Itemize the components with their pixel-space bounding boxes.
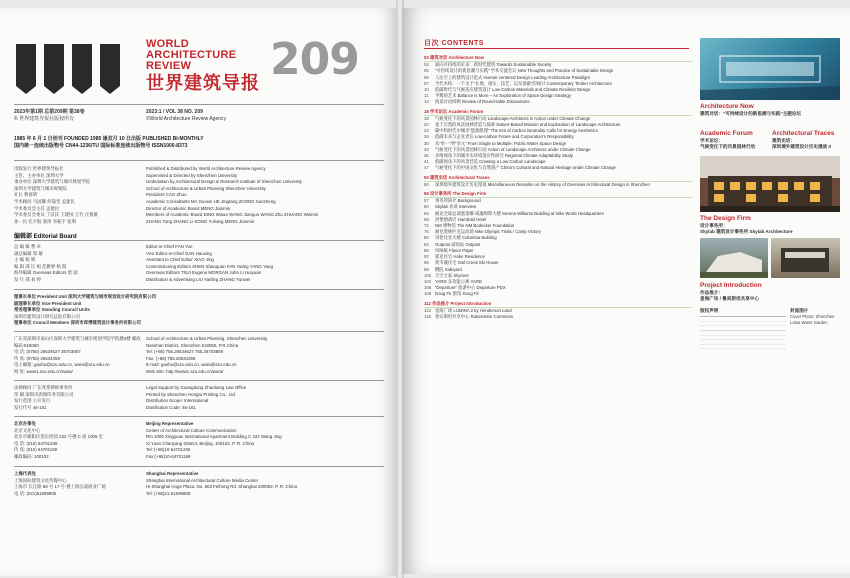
toc-entry-title: 哥伦比亚大楼 Columbia Building bbox=[435, 235, 497, 241]
shanghai-line: 上海国际建筑文化传媒中心 bbox=[14, 477, 67, 483]
contact-line: E-mail: gaoho@szu.edu.cn, wara@szu.edu.cn bbox=[146, 362, 237, 368]
contact-line: 电 话: (0755) 26534627 26703857 bbox=[14, 349, 81, 355]
toc-entry-title: 天空之家 Skyriver bbox=[435, 272, 469, 278]
toc-entry-title: 基于自然的风景园林营造与探索 Nature-Based Mission and Exploration of Landscape Architecture bbox=[435, 122, 621, 128]
toc-entry-title: 低碳时代与气候适应建筑设计 Low Carbon Materials and Climate Resilient Design bbox=[435, 87, 591, 93]
toc-entry-title: “可持续设计的新思潮与实践” 学术交流会议 New Thoughts and Practice of Sustainable Design bbox=[435, 68, 614, 74]
shanghai-line: 上海代表处 bbox=[14, 471, 36, 476]
beijing-line: Xi Yuan Chaoyang District, Beijing, 100102, P. R. China bbox=[146, 440, 254, 446]
contact-cn bbox=[14, 336, 142, 376]
toc-entry-title: 多维视角下的城市水环境适应性研究 Regional Climate Adaptability Study bbox=[435, 153, 574, 159]
toc-page-number: 36 bbox=[424, 153, 429, 159]
freq-line-1: 1985 年 6 月 1 日创刊 FOUNDED 1985 逢双月 10 日出版 PUBLISHED BI-MONTHLY bbox=[14, 136, 204, 142]
design-firm-image bbox=[700, 156, 840, 212]
editorial-line: Commissioning Editors SHEN Shaoquan FAN Yating YANG Yang bbox=[146, 263, 273, 269]
credit-line: 社长 曹嘉明 bbox=[14, 192, 38, 198]
editorial-line: Assistant to Chief Editor XIAO Jing bbox=[146, 257, 214, 263]
editorial-cn bbox=[14, 244, 142, 284]
toc-section-header: 50 建筑史话 Architectural Traces bbox=[424, 175, 692, 182]
print-cn bbox=[14, 385, 142, 411]
beijing-cn bbox=[14, 421, 142, 461]
cover-note bbox=[790, 308, 840, 352]
table-of-contents bbox=[424, 52, 692, 320]
toc-entry-title: 低碳视角下的风景营造 Creating a Low Carbon Landscape bbox=[435, 159, 546, 165]
council-line: 深圳市建筑设计研究总院有限公司 bbox=[14, 313, 80, 319]
credit-line: Supervised & Directed by Shenzhen University bbox=[146, 172, 238, 178]
credit-line: 学术顾问 马国馨 何镜堂 孟建民 bbox=[14, 198, 75, 204]
toc-entry-title: 低碳未来与企业责任 Low-carbon Future and Corporation's Responsibility bbox=[435, 134, 574, 140]
credit-line: 出版发行 世界建筑导报社 bbox=[14, 166, 64, 171]
academic-forum-title: Academic Forum bbox=[700, 130, 753, 137]
print-line: 印 刷 深圳市鸿图印务有限公司 bbox=[14, 391, 74, 397]
meta-left-1: 2023年第1期 总第209期 第38卷 bbox=[14, 109, 85, 115]
beijing-line: 传 真: (010) 64701169 bbox=[14, 447, 58, 453]
print-line: Legal Support by Guangdong Zhaobang Law Office bbox=[146, 385, 247, 390]
print-line: Distribution Code: 46-161 bbox=[146, 404, 196, 410]
credit-line: Academic Consultants MA Guoxin HE Jingtang ZHONG Xunzheng bbox=[146, 198, 276, 204]
academic-forum-card bbox=[700, 127, 768, 150]
credit-line: Undertaken by Architectural Design & Research Institute of Shenzhen University bbox=[146, 179, 302, 185]
toc-entry-title: 风味纸 Flavor Paper bbox=[435, 247, 474, 253]
meta-left-2: © 世界建筑导报社版权所有 bbox=[14, 116, 75, 122]
left-page-masthead bbox=[0, 8, 398, 576]
toc-entry-title: 气候变化下的中国文化与自然遗产 China's Cultural and Natural Heritage under Climate Change bbox=[435, 165, 616, 171]
editorial-line: Distribution & Advertising LIU Yanling ZHANG Yunwei bbox=[146, 276, 251, 282]
architectural-traces-card bbox=[772, 127, 840, 150]
council-line: 常务理事单位 Standing Council Units bbox=[14, 307, 90, 313]
toc-entry-title: 耐克奥林匹克运动场 Nike Olympic Trials / Camp Victory bbox=[435, 229, 541, 235]
credit-line: 主管、主办单位 深圳大学 bbox=[14, 172, 64, 178]
divider bbox=[14, 416, 384, 417]
project-intro-sub: 作品推介： bbox=[700, 290, 723, 295]
credit-line: Published & Distributed by World Architecture Review Agency bbox=[146, 166, 266, 171]
print-line: 发行范围 公开发行 bbox=[14, 398, 51, 404]
toc-title: 目次 CONTENTS bbox=[424, 40, 484, 47]
toc-page-number: 50 bbox=[424, 181, 429, 187]
toc-entry-title: “Departure” 旅游中心 Departure PDX bbox=[435, 285, 506, 291]
print-line: 发行代号 46-161 bbox=[14, 404, 47, 410]
beijing-line: 北京市朝阳区望京西园 222 号楼 C 座 1005 室 bbox=[14, 434, 104, 440]
toc-entry-title: 鲁宾斯坦共享中心 Rubenstein Commons bbox=[435, 313, 514, 319]
copyright-title: 版权声明 bbox=[700, 308, 719, 313]
editorial-line: 副总编辑 邹 敏 bbox=[14, 250, 43, 256]
toc-entry-title: 碳中和时代中城市“能源肌理” The Era of Carbon Neutrality Calls for Energy Aesthetics bbox=[435, 128, 598, 134]
toc-page-number: 23 bbox=[424, 128, 429, 134]
contact-line: Fax: (+86) 755.26534359 bbox=[146, 355, 196, 361]
toc-entry-title: 圆桌讨论回顾 Review of Round-table Discussions bbox=[435, 99, 530, 105]
toc-entry-title: 霍克住宅 Hoke Residence bbox=[435, 254, 485, 260]
shanghai-line: Hi-Shanghai Huge Plaza, No. 503 Feihong Rd, Shanghai 200092, P. R. China bbox=[146, 484, 298, 490]
beijing-line: 邮政编码: 100102 bbox=[14, 453, 49, 459]
toc-page-number: 11 bbox=[424, 93, 429, 99]
credit-line: School of Architecture & Urban Planning Shenzhen University bbox=[146, 185, 266, 191]
toc-page-number: 98 bbox=[424, 266, 429, 272]
architectural-traces-desc: 深圳境外建筑设计历史漫谈 II bbox=[772, 144, 831, 149]
copyright-text-lines bbox=[700, 316, 786, 352]
brand-cn: 世界建筑导报 bbox=[146, 73, 260, 94]
toc-entry-title: 面向可持续的未来：新时代建筑 Towards Sustainable Society bbox=[435, 62, 552, 68]
divider bbox=[14, 104, 384, 105]
contact-line: Nanshan District, Shenzhen 518060, P.R.China bbox=[146, 342, 239, 348]
toc-entry-title: NM 博物馆 The NM Bodecker Foundation bbox=[435, 223, 515, 229]
editorial-board-title: 编辑部 Editorial Board bbox=[14, 234, 77, 240]
toc-entry-title: 气候变化下的风景园林行动 Action of Landscape Architects under Climate Change bbox=[435, 146, 591, 152]
architecture-now-title: Architecture Now bbox=[700, 103, 754, 110]
architectural-traces-title: Architectural Traces bbox=[772, 130, 835, 137]
toc-page-number: 33 bbox=[424, 146, 429, 152]
toc-entry-title: YARD 多功能公寓 YARD bbox=[435, 278, 483, 284]
project-intro-title: Project Introduction bbox=[700, 282, 762, 289]
brand-logo bbox=[146, 39, 260, 94]
toc-entry-title: 侧院 Sideyard bbox=[435, 266, 462, 272]
toc-entry[interactable] bbox=[424, 99, 692, 105]
editorial-line: 主 编 杨 婧 bbox=[14, 257, 36, 263]
contact-line: 网 址: www1.szu.edu.cn/wara/ bbox=[14, 368, 73, 374]
toc-page-number: 30 bbox=[424, 140, 429, 146]
toc-page-number: 04 bbox=[424, 62, 429, 68]
credit-line: Director of Academic Board MENG Jianmin bbox=[146, 205, 231, 211]
contact-line: Tel: (+86) 755.26534627 755.26703859 bbox=[146, 349, 224, 355]
toc-page-number: 18 bbox=[424, 115, 429, 121]
shanghai-line: Shanghai Representative bbox=[146, 471, 199, 476]
contact-en bbox=[146, 336, 386, 376]
brand-en-2: ARCHITECTURE bbox=[146, 49, 237, 61]
toc-page-number: 68 bbox=[424, 216, 429, 222]
beijing-line: Rm 1005 Xingyuan International Apartment Building C 222 Wang Jing bbox=[146, 434, 282, 440]
divider bbox=[14, 240, 384, 241]
shanghai-line: 上海市 长江路 58 号 17 号 楼上海弘嘉商业广场 bbox=[14, 484, 106, 490]
toc-page-number: 57 bbox=[424, 198, 429, 204]
editorial-line: Overseas Editors TSUI Eugene MORGAN John LI Huiyuan bbox=[146, 270, 262, 276]
architecture-now-image bbox=[700, 38, 840, 100]
editorial-line: Vice Editor-in-Chief GAN Haoxing bbox=[146, 250, 212, 256]
toc-page-number: 07 bbox=[424, 80, 429, 86]
toc-page-number: 76 bbox=[424, 229, 429, 235]
design-firm-sub: 设计事务所： bbox=[700, 223, 728, 228]
credit-line: President CAO Zhuo bbox=[146, 192, 187, 198]
toc-page-number: 05 bbox=[424, 68, 429, 74]
sidebar-features bbox=[700, 38, 840, 352]
toc-section-header: 18 学术论坛 Academic Forum bbox=[424, 109, 692, 116]
contact-line: 广东省深圳市南山区深圳大学建筑与城市规划学院学院楼3楼 邮政编码:518060 bbox=[14, 336, 141, 348]
council-line: 理事单位 Council Members 深圳市库博建筑设计事务所有限公司 bbox=[14, 320, 141, 326]
project-photo-2 bbox=[771, 238, 840, 278]
publication-frequency bbox=[14, 136, 384, 150]
beijing-line: Fax:(+86)10-64701169 bbox=[146, 453, 191, 459]
contact-line: 传 真: (0755) 26534359 bbox=[14, 355, 60, 361]
cover-label: 封面图片 bbox=[790, 308, 809, 313]
toc-page-number: 20 bbox=[424, 122, 429, 128]
toc-page-number: 06 bbox=[424, 74, 429, 80]
toc-entry[interactable] bbox=[424, 165, 692, 171]
divider bbox=[14, 289, 384, 290]
design-firm-desc: Skylab 建筑设计事务所 Skylab Architecture bbox=[700, 229, 793, 234]
toc-entry-title: 从“单一”到“多元” From Single to Multiple: Public Water Space Design bbox=[435, 140, 567, 146]
council-line: 理事长单位 President Unit 深圳大学建筑与城市规划设计研究院有限公司 bbox=[14, 294, 156, 299]
credit-line: 学术委员会委员 丁沃沃 王建国 王竹 庄惟敏 bbox=[14, 212, 98, 218]
toc-entry-title: 星海广场 LUMINA 2 by Henderson Land bbox=[435, 307, 512, 313]
architecture-now-sub: 建筑对话：“可持续设计的新思潮与实践”主题论坛 bbox=[700, 111, 802, 116]
toc-entry[interactable] bbox=[424, 291, 692, 297]
academic-forum-desc: 气候变化下的风景园林行动 bbox=[700, 144, 756, 149]
toc-entry-title: 洪堡德酒店 Humbold Hotel bbox=[435, 216, 487, 222]
print-line: Printed by Shenzhen Hongtu Printing Co., Ltd bbox=[146, 391, 235, 397]
toc-page-number: 60 bbox=[424, 204, 429, 210]
design-firm-title: The Design Firm bbox=[700, 215, 751, 222]
editorial-line: 海外编辑 Overseas Editors 唐 勍 bbox=[14, 270, 78, 276]
toc-entry-title: 平衡的艺术 Balance is More – An Exploration of Space Design Strategy bbox=[435, 93, 571, 99]
editorial-en bbox=[146, 244, 386, 284]
shanghai-line: Shanghai International Architectural Culture Media Center bbox=[146, 477, 259, 483]
contact-line: 电子邮箱: gaoho@szu.edu.cn, wara@szu.edu.cn bbox=[14, 362, 110, 368]
toc-page-number: 63 bbox=[424, 210, 429, 216]
divider bbox=[14, 331, 384, 332]
credits-cn bbox=[14, 166, 142, 225]
shanghai-en bbox=[146, 471, 386, 497]
toc-entry-title: 深圳境外建筑设计历史漫谈 Miscellaneous Remarks on the History of Overseas Architectural Design in Shenzhen bbox=[435, 181, 650, 187]
cover-text: Cover Photo: Shenzhen Lotus Water Garden bbox=[790, 314, 835, 325]
toc-entry-title: 当代木构：一个关于“在地、诚实、技艺、以及低碳”的探讨 Contemporary Timber Architecture bbox=[435, 80, 612, 86]
divider bbox=[14, 466, 384, 467]
brand-en-3: REVIEW bbox=[146, 60, 192, 72]
beijing-line: Center of Architectural Culture Communication bbox=[146, 427, 237, 433]
beijing-line: 北京文化中心 bbox=[14, 427, 41, 433]
credit-line: 深圳大学建筑与城市规划院 bbox=[14, 185, 67, 191]
credit-line: ZHANG Tong ZHANG Li KONG Yuhang MENG Jianmin bbox=[146, 218, 255, 224]
beijing-line: 电 话: (010) 64701236 bbox=[14, 440, 58, 446]
shanghai-line: 电 话: (021)51699805 bbox=[14, 490, 57, 496]
print-en bbox=[146, 385, 386, 411]
editorial-line: 总 编 辑 曹 卓 bbox=[14, 244, 41, 249]
toc-page-number: 113 bbox=[424, 307, 431, 313]
toc-page-number: 10 bbox=[424, 87, 429, 93]
toc-page-number: 80 bbox=[424, 235, 429, 241]
contact-line: Web Site: http://www1.szu.edu.cn/wara/ bbox=[146, 368, 224, 374]
beijing-en bbox=[146, 421, 386, 461]
toc-page-number: 41 bbox=[424, 159, 429, 165]
beijing-line: 北京办事处 bbox=[14, 421, 36, 426]
editorial-line: 发 行 部 刘 婷 bbox=[14, 276, 41, 282]
council-line: 副理事长单位 Vice President Unit bbox=[14, 300, 82, 306]
toc-entry-title: 气候变化下的风景园林行动 Landscape Architects in Action under Climate Change bbox=[435, 115, 591, 121]
editorial-line: Editor-in-Chief FAN Yue bbox=[146, 244, 193, 249]
logo-bars-icon bbox=[14, 40, 126, 94]
beijing-line: Beijing Representative bbox=[146, 421, 194, 426]
architectural-traces-sub: 建筑史话： bbox=[772, 138, 795, 143]
toc-page-number: 106 bbox=[424, 285, 432, 291]
toc-page-number: 92 bbox=[424, 254, 429, 260]
contact-line: School of Architecture & Urban Planning, Shenzhen University, bbox=[146, 336, 268, 341]
divider bbox=[14, 160, 384, 161]
toc-page-number: 108 bbox=[424, 291, 432, 297]
toc-section-header: 03 建筑对话 Architecture Now bbox=[424, 55, 692, 62]
credit-line: 孙一民 孔宇航 张彤 李振宇 张利 bbox=[14, 218, 76, 224]
toc-page-number: 47 bbox=[424, 165, 429, 171]
firm-thumbs bbox=[700, 238, 840, 278]
toc-entry-title: 人民至上的建筑设计范式 Human-centered Design Leading Architecture Paradigm bbox=[435, 74, 590, 80]
toc-entry-title: 事务所简介 Background bbox=[435, 198, 481, 204]
issue-number: 209 bbox=[270, 34, 359, 85]
toc-page-number: 100 bbox=[424, 272, 432, 278]
credit-line: Members of Academic Board DING Wowo WANG Jianguo WANG Zhu ZHUANG Weimin bbox=[146, 212, 319, 218]
divider bbox=[14, 380, 384, 381]
print-line: Distribution Scope: International bbox=[146, 398, 209, 404]
toc-page-number: 72 bbox=[424, 223, 429, 229]
toc-title-rule bbox=[424, 48, 689, 49]
print-line: 法律顾问 广东兆邦律师事务所 bbox=[14, 385, 73, 390]
meta-right-1: 2023:1 / VOL 38 NO. 209 bbox=[146, 109, 203, 115]
toc-page-number: 118 bbox=[424, 313, 431, 319]
footer-notes bbox=[700, 308, 840, 352]
brand-en-1: WORLD bbox=[146, 38, 190, 50]
toc-entry[interactable] bbox=[424, 314, 692, 320]
toc-page-number: 26 bbox=[424, 134, 429, 140]
toc-page-number: 84 bbox=[424, 241, 429, 247]
project-intro-desc: 星海广场 / 鲁宾斯坦共享中心 bbox=[700, 296, 759, 301]
editorial-line: 编 辑 部 汪 娟 范雅婷 杨 阳 bbox=[14, 263, 67, 269]
copyright-note bbox=[700, 308, 786, 352]
council-block bbox=[14, 294, 384, 327]
shanghai-line: Tel: (+86)21-51699805 bbox=[146, 490, 191, 496]
credits-en bbox=[146, 166, 386, 225]
toc-page-number: 13 bbox=[424, 99, 429, 105]
shanghai-cn bbox=[14, 471, 142, 497]
toc-entry-title: Doug Fir 旅馆 Doug Fir bbox=[435, 291, 479, 297]
forum-traces-row bbox=[700, 127, 840, 150]
toc-entry-title: Outpost 前哨站 Outpost bbox=[435, 241, 481, 247]
toc-page-number: 102 bbox=[424, 278, 432, 284]
right-page-contents bbox=[402, 8, 850, 574]
toc-entry[interactable] bbox=[424, 182, 692, 188]
meta-right-2: ©World Architecture Review Agency bbox=[146, 116, 227, 122]
toc-page-number: 88 bbox=[424, 247, 429, 253]
project-photo-1 bbox=[700, 238, 768, 278]
toc-section-header: 56 设计事务所 The Design Firm bbox=[424, 191, 692, 198]
toc-page-number: 96 bbox=[424, 260, 429, 266]
toc-section-header: 112 作品推介 Project Introduction bbox=[424, 301, 692, 308]
toc-entry-title: 耐克全球总部塞雷娜·威廉姆斯大楼 Serena Williams Building at Nike World Headquarters bbox=[435, 210, 604, 216]
credit-line: 承办单位 深圳大学建筑与城市规划学院 bbox=[14, 179, 90, 185]
toc-entry-title: Skylab 访谈 Interview bbox=[435, 204, 477, 210]
beijing-line: Tel: (+86)10-64701236 bbox=[146, 447, 191, 453]
credit-line: 学术委员会主任 孟建民 bbox=[14, 205, 60, 211]
freq-line-2: 国内统一连续出版物号 CN44-1236/TU 国际标准连续出版物号 ISSN1000-8373 bbox=[14, 143, 188, 149]
academic-forum-sub: 学术论坛： bbox=[700, 138, 723, 143]
toc-entry-title: 奥韦溪住宅 Owl Creek Ski House bbox=[435, 260, 499, 266]
